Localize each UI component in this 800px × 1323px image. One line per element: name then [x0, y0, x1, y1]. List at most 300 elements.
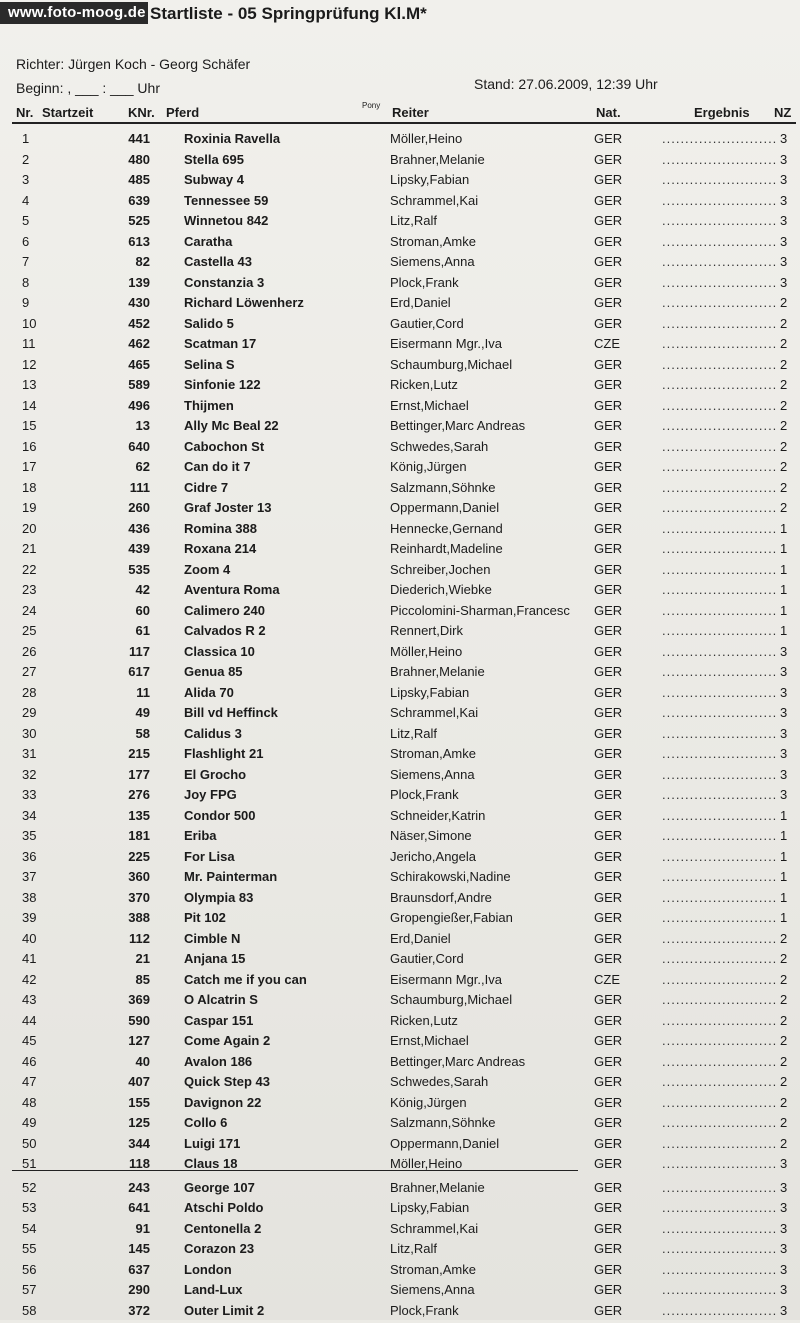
row-pferd: O Alcatrin S: [184, 992, 258, 1007]
row-knr: 641: [128, 1200, 150, 1215]
row-nr: 58: [22, 1302, 37, 1318]
row-nz: 2: [780, 438, 788, 454]
row-knr: 127: [128, 1033, 150, 1048]
row-reiter: Litz,Ralf: [390, 213, 437, 228]
row-knr: 496: [128, 397, 150, 413]
row-knr: 290: [128, 1282, 150, 1297]
row-ergebnis: .........................: [662, 848, 778, 864]
row-nr: 22: [22, 561, 37, 577]
table-row: [0, 951, 800, 971]
table-row: [0, 398, 800, 418]
row-nz: 2: [780, 397, 788, 413]
row-pferd: Scatman 17: [184, 336, 257, 351]
row-knr: 639: [128, 192, 150, 208]
row-pferd: Mr. Painterman: [184, 869, 278, 884]
row-ergebnis: .........................: [662, 889, 778, 905]
row-ergebnis: .........................: [662, 459, 778, 474]
row-pferd: Subway 4: [184, 172, 244, 187]
row-pferd: Tennessee 59: [184, 192, 269, 208]
row-nz: 3: [780, 213, 788, 228]
row-nat: GER: [594, 418, 623, 433]
table-row: [0, 992, 800, 1012]
table-row: [0, 767, 800, 787]
table-row: [0, 808, 800, 828]
row-ergebnis: .........................: [662, 725, 778, 741]
row-nz: 2: [780, 295, 788, 310]
row-knr: 91: [135, 1220, 150, 1236]
row-nr: 28: [22, 684, 37, 700]
row-nat: GER: [594, 295, 623, 310]
row-pferd: Sinfonie 122: [184, 377, 261, 392]
row-knr: 260: [128, 500, 150, 515]
row-knr: 439: [128, 541, 150, 556]
row-pferd: Claus 18: [184, 1156, 238, 1171]
row-knr: 60: [135, 602, 150, 618]
table-row: [0, 1095, 800, 1115]
row-knr: 40: [135, 1053, 150, 1069]
table-row: [0, 1282, 800, 1302]
row-reiter: Möller,Heino: [390, 131, 463, 146]
row-nz: 3: [780, 684, 788, 700]
row-ergebnis: .........................: [662, 131, 778, 146]
row-knr: 135: [128, 807, 150, 823]
row-ergebnis: .........................: [662, 787, 778, 802]
row-nat: GER: [594, 1241, 623, 1256]
row-nz: 1: [780, 623, 788, 638]
row-ergebnis: .........................: [662, 951, 778, 966]
row-ergebnis: .........................: [662, 1012, 778, 1028]
table-row: [0, 931, 800, 951]
table-row: [0, 623, 800, 643]
row-nat: GER: [594, 356, 623, 372]
header-pferd: Pferd: [166, 105, 200, 120]
row-knr: 11: [136, 684, 150, 700]
row-nz: 2: [780, 500, 788, 515]
row-reiter: Ernst,Michael: [390, 1033, 469, 1048]
row-nz: 1: [780, 910, 788, 925]
row-ergebnis: .........................: [662, 766, 778, 782]
row-pferd: Caratha: [184, 233, 233, 249]
row-knr: 58: [135, 725, 150, 741]
row-nat: GER: [594, 459, 623, 474]
table-row: [0, 849, 800, 869]
row-pferd: Calimero 240: [184, 602, 265, 618]
row-pferd: Calidus 3: [184, 725, 242, 741]
row-knr: 465: [128, 356, 150, 372]
row-nz: 3: [780, 1156, 788, 1171]
row-nat: GER: [594, 848, 623, 864]
row-reiter: Erd,Daniel: [390, 295, 451, 310]
table-row: [0, 336, 800, 356]
row-knr: 62: [135, 459, 150, 474]
row-nz: 2: [780, 1053, 788, 1069]
row-knr: 61: [135, 623, 150, 638]
row-nr: 25: [22, 623, 37, 638]
header-knr: KNr.: [128, 105, 155, 120]
row-knr: 430: [128, 295, 150, 310]
row-knr: 243: [128, 1179, 150, 1195]
row-nr: 20: [22, 520, 37, 536]
row-ergebnis: .........................: [662, 1261, 778, 1277]
row-ergebnis: .........................: [662, 172, 778, 187]
row-pferd: Alida 70: [184, 684, 234, 700]
row-nr: 49: [22, 1115, 37, 1130]
row-ergebnis: .........................: [662, 602, 778, 618]
row-pferd: Salido 5: [184, 315, 234, 331]
row-pferd: Castella 43: [184, 254, 252, 269]
row-knr: 535: [128, 561, 150, 577]
row-reiter: Plock,Frank: [390, 274, 459, 290]
row-ergebnis: .........................: [662, 1241, 778, 1256]
row-reiter: Siemens,Anna: [390, 1282, 475, 1297]
row-nz: 3: [780, 643, 788, 659]
row-pferd: Flashlight 21: [184, 746, 264, 761]
row-knr: 617: [128, 664, 150, 679]
row-nz: 3: [780, 172, 788, 187]
row-nr: 2: [22, 151, 30, 167]
row-pferd: Avalon 186: [184, 1053, 253, 1069]
row-nr: 41: [22, 951, 37, 966]
row-nr: 11: [22, 336, 36, 351]
row-nr: 33: [22, 787, 37, 802]
row-nr: 26: [22, 643, 37, 659]
table-row: [0, 193, 800, 213]
table-row: [0, 1200, 800, 1220]
row-nat: GER: [594, 561, 623, 577]
row-nat: GER: [594, 479, 623, 495]
row-nr: 47: [22, 1074, 37, 1089]
table-row: [0, 254, 800, 274]
row-ergebnis: .........................: [662, 500, 778, 515]
row-nz: 2: [780, 971, 788, 987]
row-nr: 52: [22, 1179, 37, 1195]
row-ergebnis: .........................: [662, 520, 778, 536]
row-ergebnis: .........................: [662, 295, 778, 310]
row-nat: CZE: [594, 971, 620, 987]
row-reiter: Jericho,Angela: [390, 848, 476, 864]
table-row: [0, 1241, 800, 1261]
row-nat: GER: [594, 664, 623, 679]
row-nr: 40: [22, 930, 37, 946]
row-nat: GER: [594, 1302, 623, 1318]
row-nr: 14: [22, 397, 37, 413]
row-reiter: Schwedes,Sarah: [390, 1074, 489, 1089]
status-timestamp: Stand: 27.06.2009, 12:39 Uhr: [474, 76, 658, 92]
row-ergebnis: .........................: [662, 1074, 778, 1089]
row-nz: 3: [780, 1261, 788, 1277]
row-knr: 485: [128, 172, 150, 187]
row-pferd: Cimble N: [184, 930, 241, 946]
row-nr: 1: [22, 131, 30, 146]
row-pferd: Eriba: [184, 828, 217, 843]
header-pony: Pony: [362, 101, 381, 110]
row-reiter: Bettinger,Marc Andreas: [390, 1053, 526, 1069]
row-nr: 32: [22, 766, 37, 782]
row-nat: GER: [594, 1135, 623, 1151]
row-nz: 3: [780, 274, 788, 290]
row-ergebnis: .........................: [662, 192, 778, 208]
row-reiter: Möller,Heino: [390, 1156, 463, 1171]
row-ergebnis: .........................: [662, 561, 778, 577]
row-nz: 3: [780, 233, 788, 249]
row-ergebnis: .........................: [662, 930, 778, 946]
row-pferd: Winnetou 842: [184, 213, 269, 228]
row-nat: GER: [594, 1094, 623, 1110]
judges-line: Richter: Jürgen Koch - Georg Schäfer: [16, 56, 251, 72]
row-ergebnis: .........................: [662, 971, 778, 987]
row-knr: 181: [128, 828, 150, 843]
row-nat: GER: [594, 1012, 623, 1028]
row-nz: 1: [780, 561, 788, 577]
row-reiter: Diederich,Wiebke: [390, 582, 492, 597]
row-nat: GER: [594, 1282, 623, 1297]
row-nat: GER: [594, 1220, 623, 1236]
row-pferd: Roxana 214: [184, 541, 257, 556]
table-row: [0, 1221, 800, 1241]
row-nr: 18: [22, 479, 37, 495]
row-reiter: Schreiber,Jochen: [390, 561, 491, 577]
row-nr: 56: [22, 1261, 37, 1277]
row-nat: GER: [594, 377, 623, 392]
row-ergebnis: .........................: [662, 397, 778, 413]
row-reiter: Piccolomini-Sharman,Francesc: [390, 602, 570, 618]
row-ergebnis: .........................: [662, 1282, 778, 1297]
row-nz: 3: [780, 787, 788, 802]
row-nat: GER: [594, 1115, 623, 1130]
row-nz: 2: [780, 930, 788, 946]
row-nz: 2: [780, 336, 788, 351]
row-nz: 3: [780, 705, 788, 720]
row-nat: GER: [594, 274, 623, 290]
row-ergebnis: .........................: [662, 479, 778, 495]
table-row: [0, 869, 800, 889]
row-nat: GER: [594, 131, 623, 146]
row-reiter: Möller,Heino: [390, 643, 463, 659]
row-ergebnis: .........................: [662, 151, 778, 167]
header-ergebnis: Ergebnis: [694, 105, 750, 120]
row-pferd: Centonella 2: [184, 1220, 262, 1236]
row-knr: 480: [128, 151, 150, 167]
row-ergebnis: .........................: [662, 541, 778, 556]
row-knr: 589: [128, 377, 150, 392]
row-nr: 38: [22, 889, 37, 905]
header-nat: Nat.: [596, 105, 621, 120]
row-nz: 3: [780, 151, 788, 167]
row-pferd: Davignon 22: [184, 1094, 262, 1110]
row-ergebnis: .........................: [662, 418, 778, 433]
table-row: [0, 726, 800, 746]
row-nz: 3: [780, 192, 788, 208]
row-reiter: Litz,Ralf: [390, 725, 437, 741]
row-pferd: Stella 695: [184, 151, 244, 167]
row-nat: GER: [594, 1156, 623, 1171]
row-knr: 145: [128, 1241, 150, 1256]
row-nr: 31: [22, 746, 37, 761]
row-nat: GER: [594, 254, 623, 269]
row-knr: 370: [128, 889, 150, 905]
row-nat: GER: [594, 397, 623, 413]
row-nat: GER: [594, 623, 623, 638]
row-nz: 2: [780, 315, 788, 331]
row-nat: GER: [594, 520, 623, 536]
row-knr: 441: [128, 131, 150, 146]
row-reiter: Stroman,Amke: [390, 233, 476, 249]
table-row: [0, 582, 800, 602]
row-pferd: Roxinia Ravella: [184, 131, 281, 146]
row-knr: 276: [128, 787, 150, 802]
row-knr: 344: [128, 1135, 150, 1151]
table-row: [0, 1115, 800, 1135]
row-knr: 590: [128, 1012, 150, 1028]
row-knr: 42: [135, 582, 150, 597]
row-pferd: For Lisa: [184, 848, 235, 864]
row-ergebnis: .........................: [662, 1094, 778, 1110]
row-reiter: Schneider,Katrin: [390, 807, 486, 823]
row-nr: 4: [22, 192, 30, 208]
table-row: [0, 439, 800, 459]
table-row: [0, 746, 800, 766]
row-nz: 3: [780, 1220, 788, 1236]
row-nz: 3: [780, 1241, 788, 1256]
row-reiter: Schrammel,Kai: [390, 1220, 479, 1236]
table-row: [0, 1013, 800, 1033]
row-nr: 16: [22, 438, 37, 454]
row-reiter: Schirakowski,Nadine: [390, 869, 511, 884]
row-knr: 111: [129, 479, 150, 495]
row-nat: GER: [594, 889, 623, 905]
row-knr: 436: [128, 520, 150, 536]
row-nat: GER: [594, 643, 623, 659]
table-row: [0, 644, 800, 664]
row-knr: 139: [128, 274, 150, 290]
row-pferd: El Grocho: [184, 766, 247, 782]
row-knr: 462: [128, 336, 150, 351]
row-nat: GER: [594, 705, 623, 720]
row-ergebnis: .........................: [662, 233, 778, 249]
row-pferd: Olympia 83: [184, 889, 254, 905]
row-knr: 407: [128, 1074, 150, 1089]
row-nz: 2: [780, 992, 788, 1007]
row-nat: GER: [594, 1074, 623, 1089]
row-knr: 117: [129, 643, 150, 659]
row-nr: 35: [22, 828, 37, 843]
row-pferd: Constanzia 3: [184, 274, 265, 290]
row-pferd: Zoom 4: [184, 561, 231, 577]
row-nr: 3: [22, 172, 30, 187]
row-nz: 1: [780, 602, 788, 618]
row-nat: GER: [594, 541, 623, 556]
row-nr: 39: [22, 910, 37, 925]
row-ergebnis: .........................: [662, 336, 778, 351]
row-knr: 125: [128, 1115, 150, 1130]
row-pferd: Anjana 15: [184, 951, 246, 966]
table-row: [0, 603, 800, 623]
row-pferd: Joy FPG: [184, 787, 237, 802]
header-divider: [12, 122, 796, 124]
row-knr: 118: [129, 1156, 150, 1171]
row-nz: 1: [780, 520, 788, 536]
table-row: [0, 1262, 800, 1282]
row-nz: 1: [780, 828, 788, 843]
row-nat: GER: [594, 213, 623, 228]
table-row: [0, 213, 800, 233]
row-nr: 23: [22, 582, 37, 597]
row-nz: 2: [780, 951, 788, 966]
row-pferd: Corazon 23: [184, 1241, 255, 1256]
row-nat: CZE: [594, 336, 620, 351]
row-nr: 43: [22, 992, 37, 1007]
row-ergebnis: .........................: [662, 377, 778, 392]
row-reiter: Eisermann Mgr.,Iva: [390, 971, 502, 987]
row-ergebnis: .........................: [662, 1135, 778, 1151]
table-row: [0, 295, 800, 315]
row-reiter: Siemens,Anna: [390, 254, 475, 269]
row-nz: 3: [780, 725, 788, 741]
row-nr: 21: [22, 541, 37, 556]
row-pferd: Calvados R 2: [184, 623, 266, 638]
row-nz: 3: [780, 254, 788, 269]
row-reiter: Plock,Frank: [390, 1302, 459, 1318]
row-ergebnis: .........................: [662, 1179, 778, 1195]
row-pferd: Romina 388: [184, 520, 257, 536]
row-reiter: Oppermann,Daniel: [390, 1135, 500, 1151]
table-row: [0, 418, 800, 438]
row-ergebnis: .........................: [662, 1033, 778, 1048]
row-reiter: Salzmann,Söhnke: [390, 479, 496, 495]
row-ergebnis: .........................: [662, 1053, 778, 1069]
row-ergebnis: .........................: [662, 746, 778, 761]
row-pferd: Richard Löwenherz: [184, 295, 304, 310]
row-ergebnis: .........................: [662, 1200, 778, 1215]
row-nz: 1: [780, 848, 788, 864]
row-reiter: Brahner,Melanie: [390, 151, 485, 167]
row-reiter: Gautier,Cord: [390, 315, 464, 331]
row-reiter: Eisermann Mgr.,Iva: [390, 336, 502, 351]
row-reiter: Plock,Frank: [390, 787, 459, 802]
row-nat: GER: [594, 828, 623, 843]
table-row: [0, 480, 800, 500]
row-knr: 225: [128, 848, 150, 864]
row-knr: 177: [128, 766, 150, 782]
row-pferd: Can do it 7: [184, 459, 251, 474]
row-pferd: Genua 85: [184, 664, 243, 679]
row-knr: 85: [135, 971, 150, 987]
row-reiter: Oppermann,Daniel: [390, 500, 500, 515]
row-nz: 3: [780, 1179, 788, 1195]
row-ergebnis: .........................: [662, 623, 778, 638]
row-pferd: Cabochon St: [184, 438, 265, 454]
watermark: www.foto-moog.de: [0, 2, 148, 24]
row-reiter: Schrammel,Kai: [390, 705, 479, 720]
row-nz: 1: [780, 541, 788, 556]
row-knr: 637: [128, 1261, 150, 1277]
row-nat: GER: [594, 438, 623, 454]
row-reiter: Ernst,Michael: [390, 397, 469, 413]
row-nr: 6: [22, 233, 30, 249]
table-row: [0, 910, 800, 930]
table-row: [0, 521, 800, 541]
row-ergebnis: .........................: [662, 807, 778, 823]
row-knr: 215: [128, 746, 150, 761]
row-reiter: Lipsky,Fabian: [390, 1200, 470, 1215]
row-pferd: Graf Joster 13: [184, 500, 272, 515]
row-pferd: Caspar 151: [184, 1012, 254, 1028]
table-row: [0, 1180, 800, 1200]
row-ergebnis: .........................: [662, 1156, 778, 1171]
row-reiter: Schaumburg,Michael: [390, 356, 513, 372]
row-reiter: Bettinger,Marc Andreas: [390, 418, 526, 433]
row-nat: GER: [594, 766, 623, 782]
